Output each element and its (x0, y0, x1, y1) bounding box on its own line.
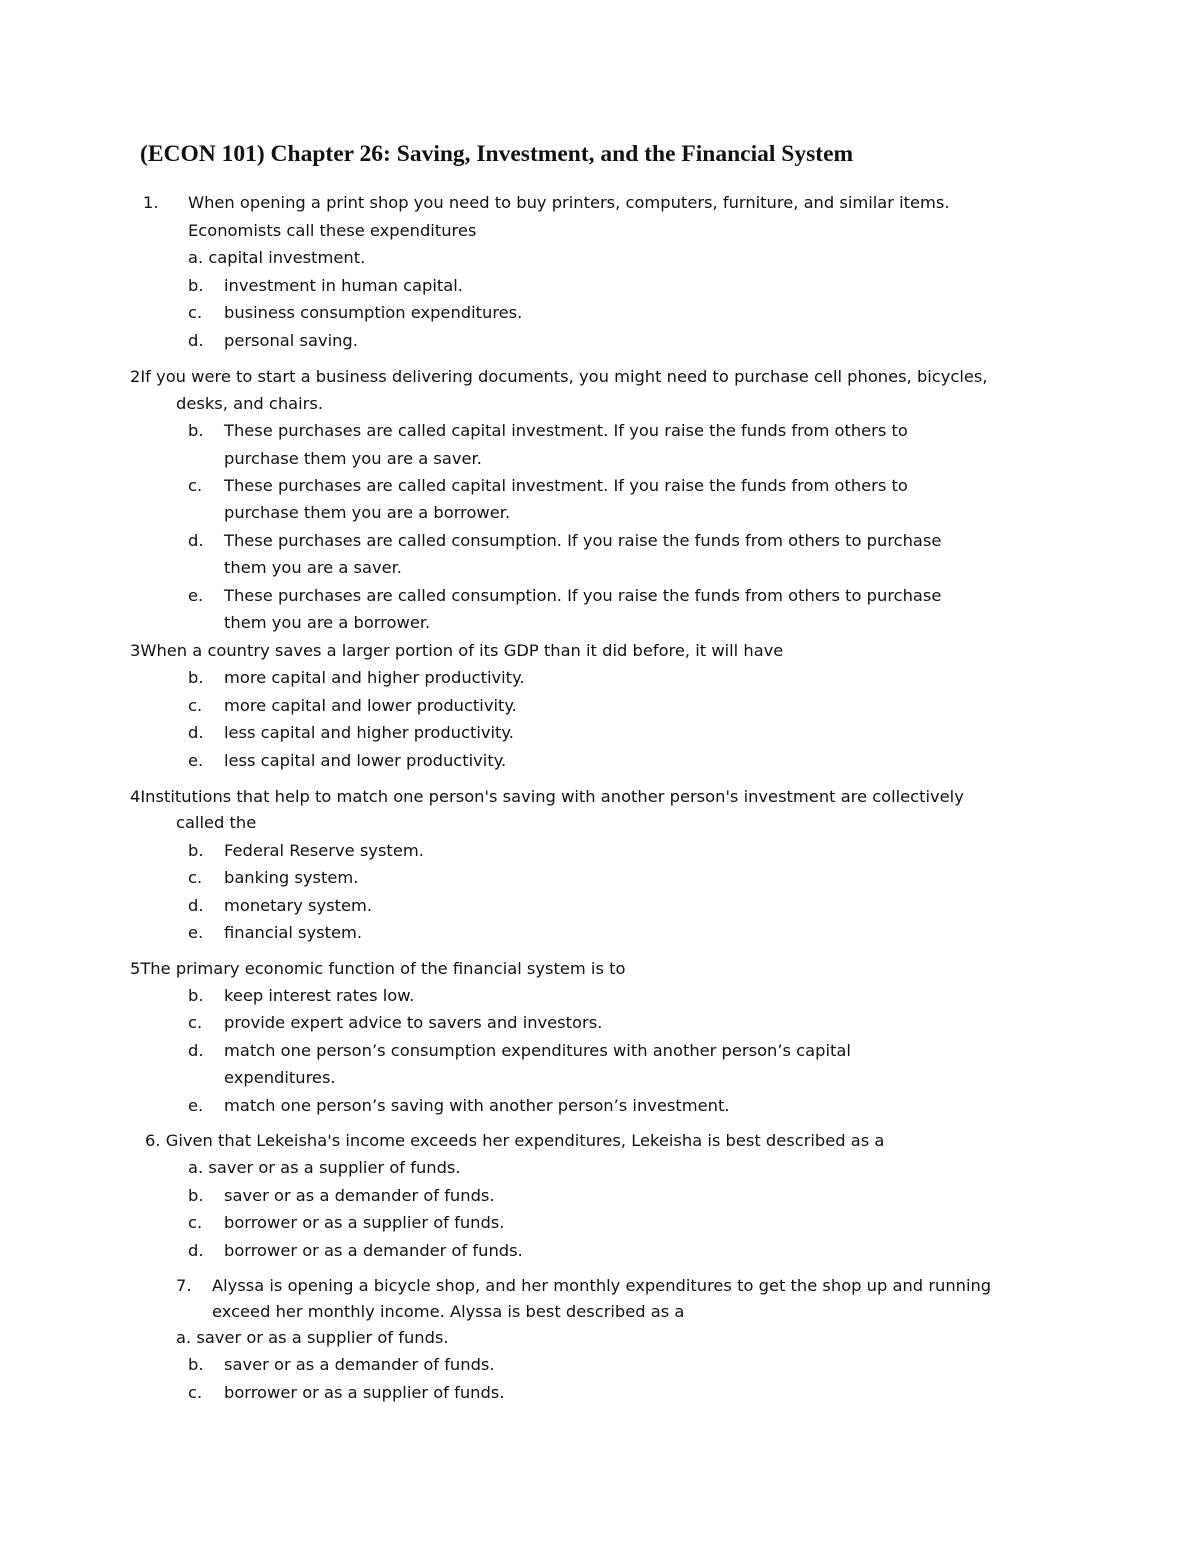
option-text: personal saving. (224, 331, 358, 350)
option-marker: b. (188, 276, 204, 295)
option-marker: d. (188, 723, 204, 742)
question-number: 5 (130, 959, 141, 978)
answer-option (188, 1240, 523, 1262)
option-text: saver or as a supplier of funds. (196, 1328, 449, 1347)
answer-option (188, 420, 908, 442)
question-text: Institutions that help to match one person's saving with another person's investment are collectively (140, 787, 964, 806)
option-text: them you are a borrower. (224, 613, 431, 632)
option-text: less capital and lower productivity. (224, 751, 507, 770)
option-marker: e. (188, 751, 204, 770)
option-marker: d. (188, 1041, 204, 1060)
option-text: borrower or as a supplier of funds. (224, 1213, 505, 1232)
option-text: borrower or as a supplier of funds. (224, 1383, 505, 1402)
answer-option (188, 1185, 495, 1207)
question-number: 7. (176, 1276, 192, 1295)
answer-option (188, 330, 358, 352)
option-text: banking system. (224, 868, 359, 887)
option-text: These purchases are called consumption. If you raise the funds from others to purchase (224, 586, 942, 605)
option-marker: b. (188, 1186, 204, 1205)
option-marker: d. (188, 531, 204, 550)
option-marker: d. (188, 1241, 204, 1260)
question-text: The primary economic function of the financial system is to (140, 959, 626, 978)
question-text: desks, and chairs. (176, 394, 324, 413)
answer-option (188, 585, 941, 607)
question-line (130, 786, 964, 808)
option-text: saver or as a demander of funds. (224, 1186, 495, 1205)
option-marker: e. (188, 586, 204, 605)
option-marker: c. (188, 868, 203, 887)
option-text: match one person’s consumption expenditures with another person’s capital (224, 1041, 851, 1060)
option-marker: e. (188, 923, 204, 942)
option-text: capital investment. (208, 248, 366, 267)
answer-option (188, 530, 941, 552)
option-marker: b. (188, 841, 204, 860)
option-marker: a. (188, 1158, 204, 1177)
question-number: 6. (145, 1131, 161, 1150)
question-line (130, 958, 625, 980)
option-marker: c. (188, 1383, 203, 1402)
option-marker: d. (188, 331, 204, 350)
option-text: less capital and higher productivity. (224, 723, 514, 742)
option-marker: a. (188, 248, 204, 267)
option-text: borrower or as a demander of funds. (224, 1241, 523, 1260)
document-title: (ECON 101) Chapter 26: Saving, Investment, and the Financial System (140, 141, 854, 167)
option-text: purchase them you are a borrower. (224, 503, 511, 522)
question-line (145, 1130, 884, 1152)
option-text: investment in human capital. (224, 276, 463, 295)
answer-option (188, 667, 525, 689)
answer-option (188, 1095, 730, 1117)
option-marker: e. (188, 1096, 204, 1115)
option-marker: b. (188, 421, 204, 440)
question-number: 2 (130, 367, 141, 386)
answer-option (188, 895, 372, 917)
option-text: more capital and higher productivity. (224, 668, 525, 687)
answer-option (188, 1157, 461, 1179)
answer-option (188, 722, 514, 744)
answer-option (188, 922, 362, 944)
option-marker: c. (188, 476, 203, 495)
answer-option (188, 247, 365, 269)
option-text: them you are a saver. (224, 558, 402, 577)
question-number: 1. (143, 193, 159, 212)
option-marker: c. (188, 1213, 203, 1232)
question-text: When opening a print shop you need to buy printers, computers, furniture, and similar items. (188, 193, 950, 212)
question-text: Given that Lekeisha's income exceeds her expenditures, Lekeisha is best described as a (165, 1131, 885, 1150)
option-marker: c. (188, 303, 203, 322)
option-text: These purchases are called capital investment. If you raise the funds from others to (224, 476, 908, 495)
answer-option (188, 1212, 504, 1234)
answer-option (188, 1382, 504, 1404)
answer-option (188, 1354, 495, 1376)
option-text: saver or as a supplier of funds. (208, 1158, 461, 1177)
question-line (130, 366, 988, 388)
option-text: Federal Reserve system. (224, 841, 424, 860)
answer-option (176, 1327, 449, 1349)
question-text: Economists call these expenditures (188, 221, 477, 240)
option-text: provide expert advice to savers and investors. (224, 1013, 603, 1032)
answer-option (188, 302, 522, 324)
answer-option (188, 985, 414, 1007)
question-text: Alyssa is opening a bicycle shop, and her monthly expenditures to get the shop up and running (212, 1276, 992, 1295)
answer-option (188, 1012, 602, 1034)
option-text: saver or as a demander of funds. (224, 1355, 495, 1374)
answer-option (188, 695, 517, 717)
option-marker: c. (188, 696, 203, 715)
question-text: exceed her monthly income. Alyssa is best described as a (212, 1302, 685, 1321)
option-marker: b. (188, 668, 204, 687)
option-marker: c. (188, 1013, 203, 1032)
option-marker: d. (188, 896, 204, 915)
option-text: match one person’s saving with another person’s investment. (224, 1096, 730, 1115)
option-text: business consumption expenditures. (224, 303, 523, 322)
option-marker: a. (176, 1328, 192, 1347)
answer-option (188, 475, 908, 497)
option-text: monetary system. (224, 896, 373, 915)
answer-option (188, 1040, 851, 1062)
answer-option (188, 867, 358, 889)
option-text: These purchases are called capital investment. If you raise the funds from others to (224, 421, 908, 440)
question-text: called the (176, 813, 257, 832)
question-number: 4 (130, 787, 141, 806)
answer-option (188, 750, 506, 772)
question-line (130, 640, 783, 662)
question-number: 3 (130, 641, 141, 660)
answer-option (188, 840, 424, 862)
option-text: expenditures. (224, 1068, 336, 1087)
option-text: financial system. (224, 923, 363, 942)
question-text: If you were to start a business delivering documents, you might need to purchase cell phones, bicycles, (140, 367, 988, 386)
answer-option (188, 275, 463, 297)
option-marker: b. (188, 1355, 204, 1374)
option-text: These purchases are called consumption. If you raise the funds from others to purchase (224, 531, 942, 550)
option-text: purchase them you are a saver. (224, 449, 482, 468)
option-text: more capital and lower productivity. (224, 696, 517, 715)
question-text: When a country saves a larger portion of its GDP than it did before, it will have (140, 641, 784, 660)
option-text: keep interest rates low. (224, 986, 415, 1005)
option-marker: b. (188, 986, 204, 1005)
